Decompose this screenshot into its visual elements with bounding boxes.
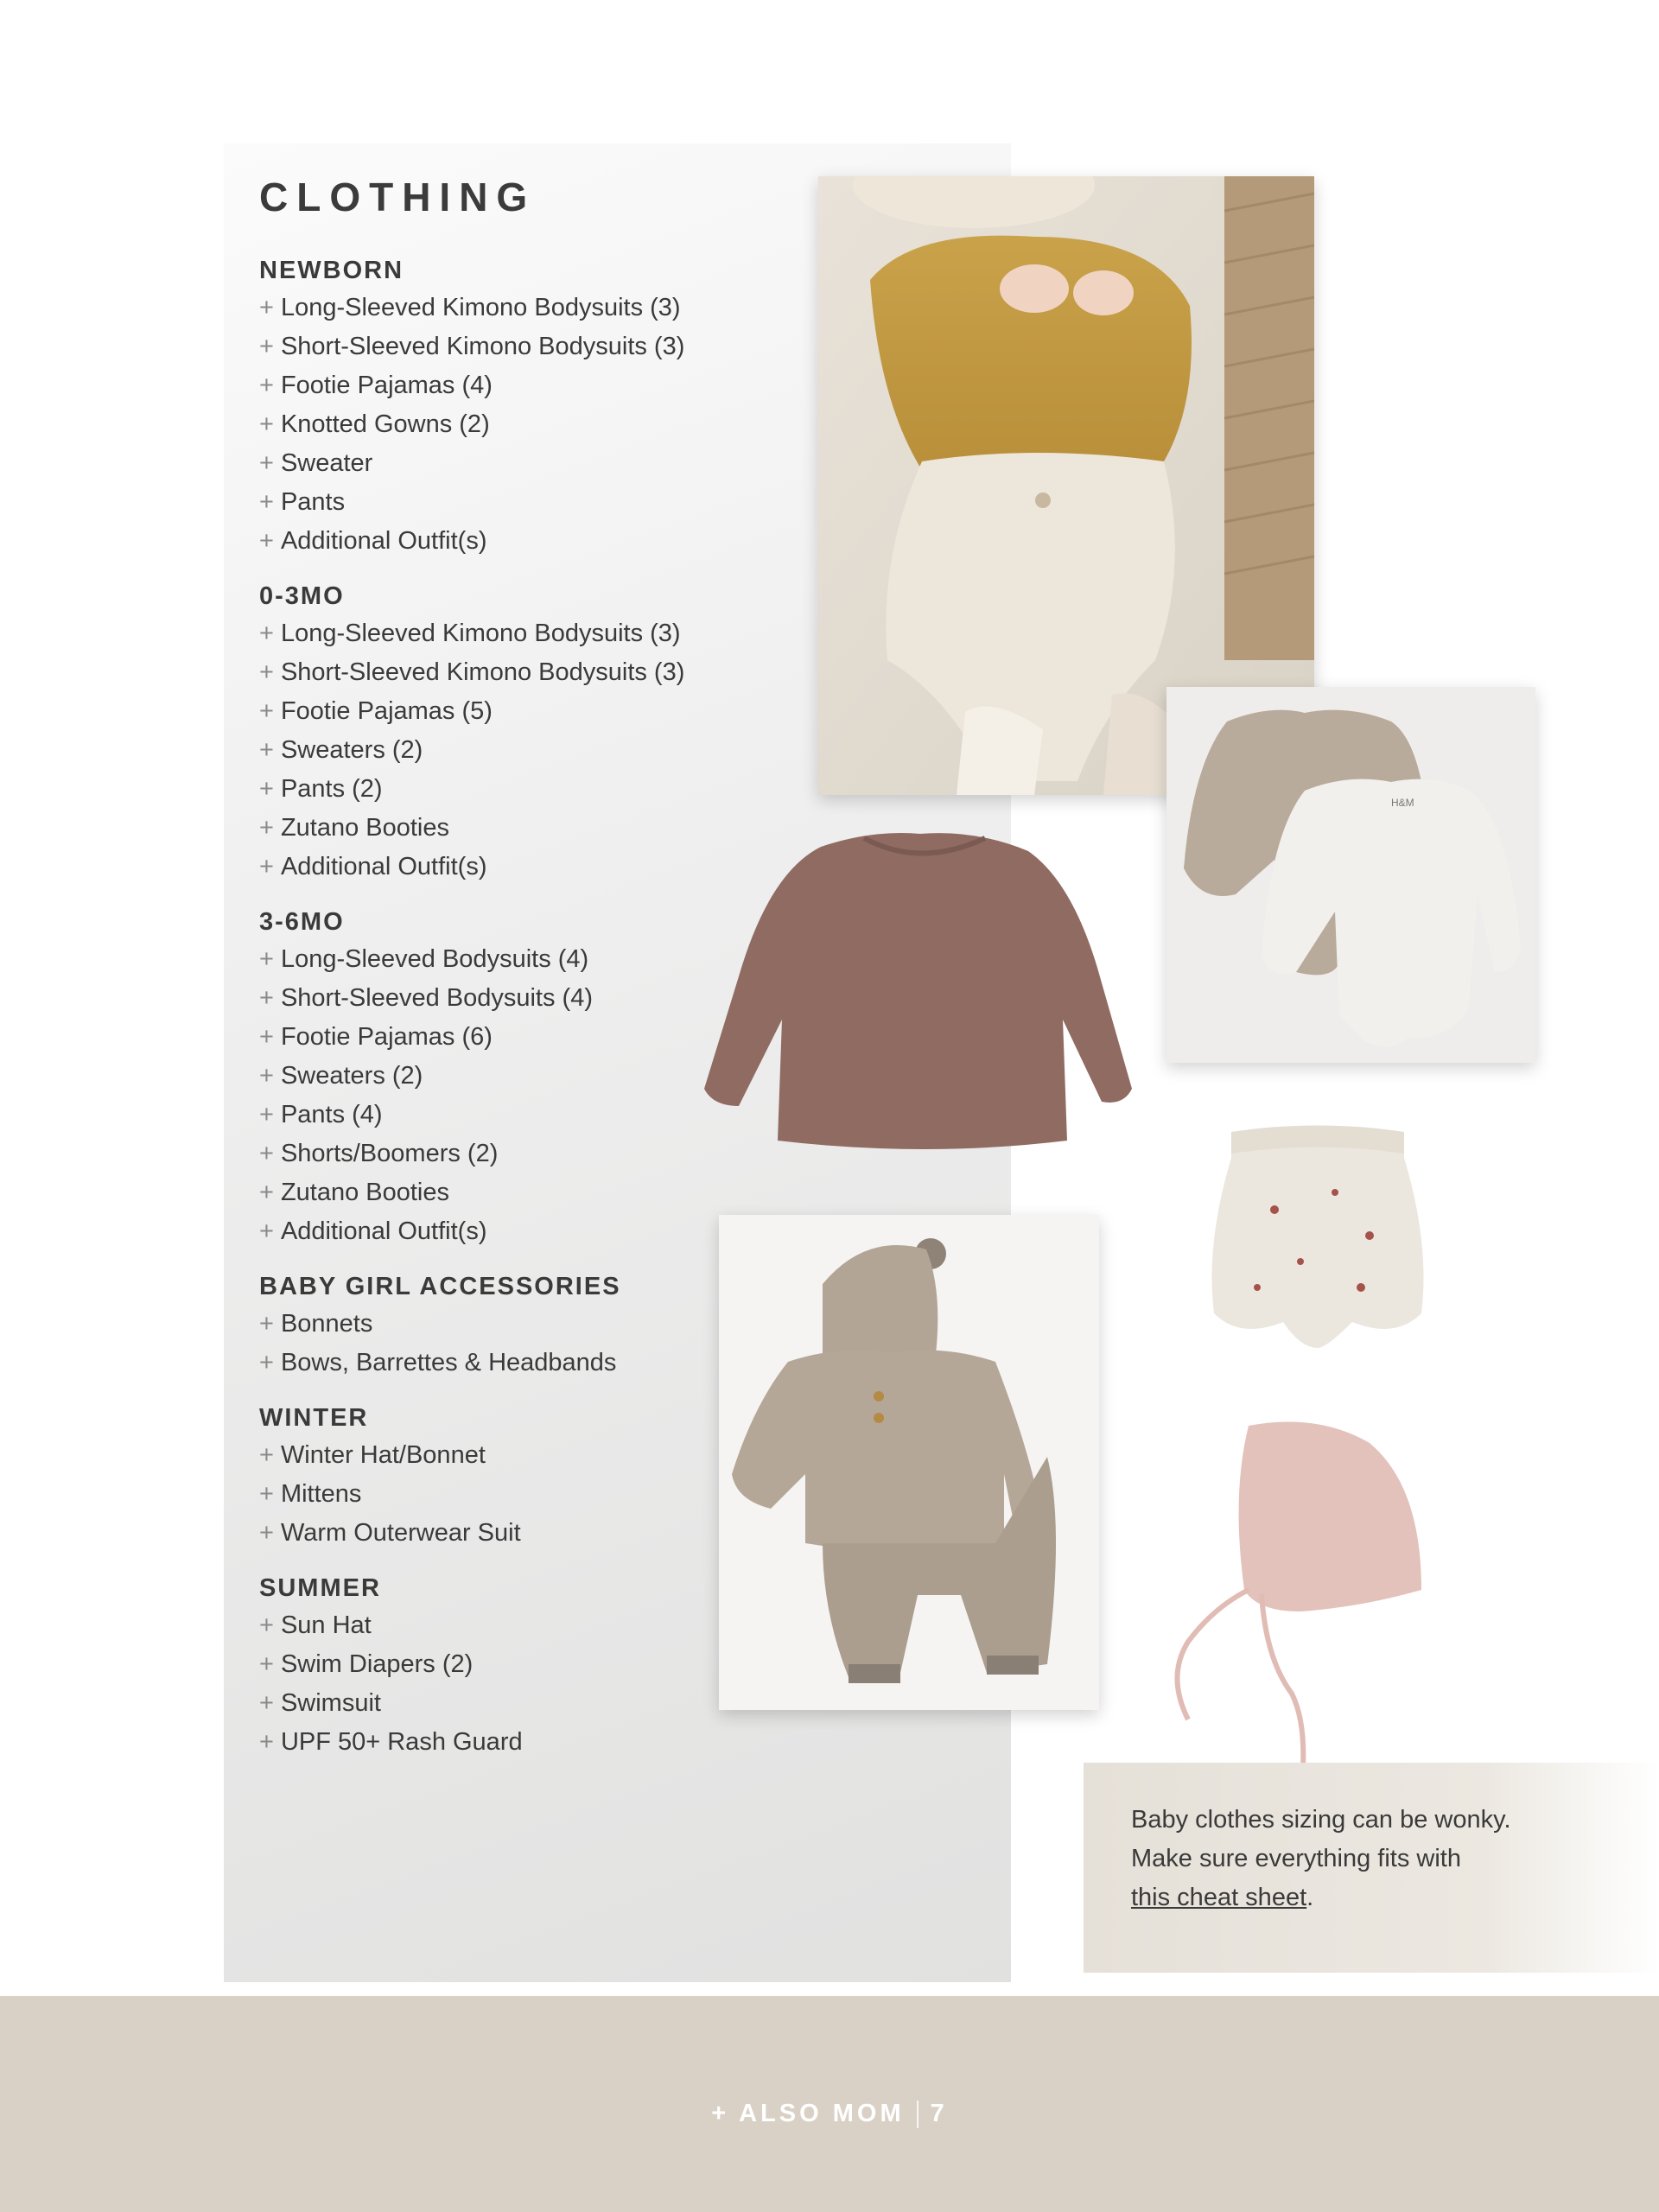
plus-bullet-icon: + [259,984,274,1012]
plus-bullet-icon: + [259,1140,274,1167]
list-item-label: Sun Hat [280,1611,372,1639]
section-heading: NEWBORN [259,257,404,284]
plus-bullet-icon: + [259,294,274,321]
plus-bullet-icon: + [259,449,274,477]
list-item [259,1684,743,1723]
section-heading: 3-6MO [259,908,345,936]
hoodie-set-photo [719,1215,1099,1710]
mauve-sweater-illustration [700,830,1145,1158]
list-item-label: Bows, Barrettes & Headbands [280,1349,617,1376]
page-footer [0,1996,1659,2212]
plus-bullet-icon: + [259,814,274,842]
plus-bullet-icon: + [259,1310,274,1338]
list-item [259,809,743,848]
list-item [259,692,743,731]
list-item [259,1606,743,1645]
list-item-label: Warm Outerwear Suit [280,1519,521,1547]
floral-bloomers-photo [1197,1115,1439,1365]
section-3-6mo [259,904,743,1251]
list-item-label: Shorts/Boomers (2) [280,1140,499,1167]
list-item [259,1645,743,1684]
footer-brand: + ALSO MOM [711,2100,905,2127]
list-item-label: Bonnets [280,1310,373,1338]
list-item [259,366,743,405]
plus-bullet-icon: + [259,410,274,438]
list-item [259,1212,743,1251]
cheat-sheet-link[interactable]: this cheat sheet [1131,1884,1307,1911]
bodysuit-tag-label: H&M [1391,797,1414,809]
list-item [259,444,743,483]
plus-bullet-icon: + [259,1728,274,1756]
section-heading: 0-3MO [259,582,345,610]
plus-bullet-icon: + [259,1179,274,1206]
plus-bullet-icon: + [259,1101,274,1128]
list-item [259,1173,743,1212]
section-heading: WINTER [259,1404,369,1432]
plus-bullet-icon: + [259,333,274,360]
plus-bullet-icon: + [259,1689,274,1717]
list-item [259,940,743,979]
plus-bullet-icon: + [259,527,274,555]
list-item-label: Pants (2) [280,775,383,803]
list-item [259,979,743,1018]
list-item-label: Long-Sleeved Kimono Bodysuits (3) [280,294,681,321]
list-item-label: Long-Sleeved Kimono Bodysuits (3) [280,620,681,647]
section-heading: SUMMER [259,1574,381,1602]
list-item-label: UPF 50+ Rash Guard [280,1728,523,1756]
list-item [259,770,743,809]
list-item [259,731,743,770]
plus-bullet-icon: + [259,372,274,399]
plus-bullet-icon: + [259,1650,274,1678]
list-item-label: Mittens [280,1480,362,1508]
list-item-label: Pants [280,488,346,516]
list-item [259,483,743,522]
list-item-label: Swimsuit [280,1689,381,1717]
sizing-tip-box [1084,1763,1659,1973]
list-item [259,1135,743,1173]
footer-separator [917,2101,918,2128]
list-item-label: Pants (4) [280,1101,383,1128]
list-item-label: Footie Pajamas (6) [280,1023,493,1051]
sections-container [259,252,743,1762]
plus-bullet-icon: + [259,1349,274,1376]
pink-bonnet-illustration [1162,1417,1439,1797]
list-item-label: Sweaters (2) [280,736,423,764]
floral-bloomers-illustration [1197,1115,1439,1365]
list-item [259,1514,743,1553]
section-0-3mo [259,578,743,887]
plus-bullet-icon: + [259,853,274,880]
tip-end-punctuation: . [1306,1884,1314,1911]
list-item-label: Zutano Booties [280,814,450,842]
section-summer [259,1570,743,1762]
list-item [259,1344,743,1382]
tip-line-1: Baby clothes sizing can be wonky. [1131,1806,1511,1834]
clothing-list [259,171,743,1779]
list-item-label: Short-Sleeved Kimono Bodysuits (3) [280,333,685,360]
section-winter [259,1400,743,1553]
list-item-label: Winter Hat/Bonnet [280,1441,486,1469]
plus-bullet-icon: + [259,736,274,764]
list-item-label: Long-Sleeved Bodysuits (4) [280,945,589,973]
pink-bonnet-photo [1162,1417,1439,1797]
section-baby-girl-accessories [259,1268,743,1382]
plus-bullet-icon: + [259,1441,274,1469]
list-item [259,289,743,327]
plus-bullet-icon: + [259,1023,274,1051]
list-item-label: Footie Pajamas (4) [280,372,493,399]
bodysuits-photo [1166,687,1535,1063]
list-item-label: Additional Outfit(s) [280,1217,487,1245]
list-item [259,653,743,692]
list-item-label: Short-Sleeved Bodysuits (4) [280,984,593,1012]
list-item [259,614,743,653]
plus-bullet-icon: + [259,1217,274,1245]
list-item [259,1436,743,1475]
list-item [259,1305,743,1344]
plus-bullet-icon: + [259,658,274,686]
plus-bullet-icon: + [259,775,274,803]
plus-bullet-icon: + [259,1611,274,1639]
plus-bullet-icon: + [259,945,274,973]
list-item-label: Zutano Booties [280,1179,450,1206]
tip-line-2: Make sure everything fits with [1131,1845,1461,1872]
plus-bullet-icon: + [259,620,274,647]
list-item-label: Additional Outfit(s) [280,853,487,880]
list-item-label: Sweater [280,449,373,477]
section-heading: BABY GIRL ACCESSORIES [259,1273,621,1300]
plus-bullet-icon: + [259,488,274,516]
mauve-sweater-photo [700,830,1145,1158]
list-item-label: Swim Diapers (2) [280,1650,474,1678]
plus-bullet-icon: + [259,1062,274,1090]
section-newborn [259,252,743,561]
list-item-label: Additional Outfit(s) [280,527,487,555]
list-item-label: Short-Sleeved Kimono Bodysuits (3) [280,658,685,686]
sizing-tip-text [1131,1801,1580,1917]
plus-bullet-icon: + [259,697,274,725]
list-item-label: Knotted Gowns (2) [280,410,490,438]
list-item [259,522,743,561]
page-title: CLOTHING [259,175,537,219]
plus-bullet-icon: + [259,1519,274,1547]
bodysuits-illustration [1166,687,1535,1063]
list-item [259,1096,743,1135]
footer-text [0,2100,1659,2128]
plus-bullet-icon: + [259,1480,274,1508]
hoodie-set-illustration [719,1215,1099,1710]
list-item [259,1475,743,1514]
list-item-label: Footie Pajamas (5) [280,697,493,725]
page-number: 7 [930,2100,948,2127]
list-item [259,1018,743,1057]
list-item-label: Sweaters (2) [280,1062,423,1090]
list-item [259,1723,743,1762]
list-item [259,1057,743,1096]
list-item [259,405,743,444]
list-item [259,848,743,887]
list-item [259,327,743,366]
